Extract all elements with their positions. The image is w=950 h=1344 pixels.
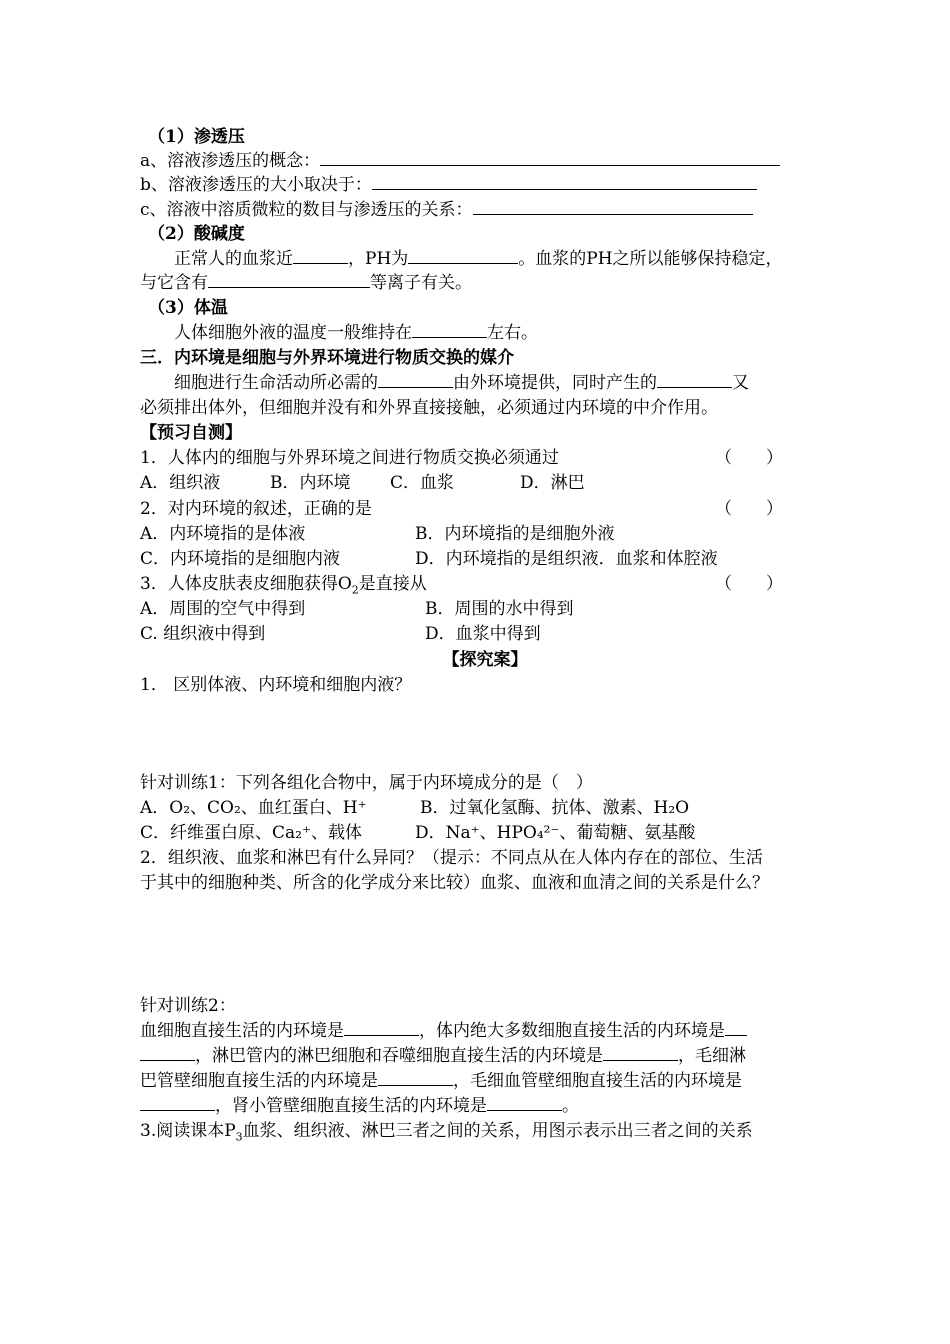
option-c[interactable]: C. 组织液中得到	[140, 624, 266, 644]
blank[interactable]	[378, 371, 453, 388]
osmotic-c: c、溶液中溶质微粒的数目与渗透压的关系：	[140, 198, 753, 222]
osmotic-heading: （1）渗透压	[148, 127, 245, 147]
preview-q3: 3．人体皮肤表皮细胞获得$O_2$是直接从 （ ）	[140, 574, 783, 597]
option-a[interactable]: A．内环境指的是体液	[140, 524, 306, 544]
blank[interactable]	[603, 1044, 678, 1061]
training2-line3: 巴管壁细胞直接生活的内环境是 ，毛细血管壁细胞直接生活的内环境是	[140, 1071, 742, 1091]
blank[interactable]	[208, 271, 370, 288]
blank[interactable]	[140, 1044, 195, 1061]
answer-paren[interactable]: （ ）	[715, 448, 783, 468]
explore-heading: 【探究案】	[442, 650, 528, 670]
explore-q3: 3.阅读课本$P_3$血浆、组织液、淋巴三者之间的关系，用图示表示出三者之间的关系	[140, 1121, 753, 1144]
option-a[interactable]: A．O₂、CO₂、血红蛋白、H⁺	[140, 798, 367, 818]
training2-heading: 针对训练2：	[140, 996, 236, 1016]
blank[interactable]	[473, 198, 753, 215]
preview-q2: 2．对内环境的叙述，正确的是 （ ）	[140, 499, 783, 519]
section3-line1: 细胞进行生命活动所必需的 由外环境提供，同时产生的 又	[174, 373, 749, 393]
blank[interactable]	[378, 1069, 453, 1086]
preview-heading: 【预习自测】	[140, 423, 242, 443]
option-a[interactable]: A．周围的空气中得到	[140, 599, 306, 619]
ph-line1: 正常人的血浆近 ，PH为 。血浆的PH之所以能够保持稳定，	[174, 249, 783, 269]
explore-q2-line1: 2．组织液、血浆和淋巴有什么异同？（提示：不同点从在人体内存在的部位、生活	[140, 848, 763, 868]
ph-line2: 与它含有 等离子有关。	[140, 273, 472, 293]
option-b[interactable]: B．内环境指的是细胞外液	[415, 524, 615, 544]
section3-heading: 三．内环境是细胞与外界环境进行物质交换的媒介	[140, 348, 514, 368]
answer-paren[interactable]: （ ）	[715, 499, 783, 519]
training2-line2: ，淋巴管内的淋巴细胞和吞噬细胞直接生活的内环境是 ，毛细淋	[140, 1044, 746, 1068]
option-d[interactable]: D．淋巴	[520, 473, 585, 493]
osmotic-a: a、溶液渗透压的概念：	[140, 149, 780, 173]
training2-line1: 血细胞直接生活的内环境是 ，体内绝大多数细胞直接生活的内环境是	[140, 1019, 747, 1043]
ph-heading: （2）酸碱度	[148, 224, 245, 244]
training2-line4: ，肾小管壁细胞直接生活的内环境是 。	[140, 1094, 579, 1118]
blank[interactable]	[408, 247, 518, 264]
option-c[interactable]: C．纤维蛋白原、Ca₂⁺、载体	[140, 823, 362, 843]
explore-q1: 1． 区别体液、内环境和细胞内液？	[140, 675, 412, 695]
option-b[interactable]: B．周围的水中得到	[425, 599, 574, 619]
option-d[interactable]: D．内环境指的是组织液．血浆和体腔液	[415, 549, 718, 569]
explore-q2-line2: 于其中的细胞种类、所含的化学成分来比较）血浆、血液和血清之间的关系是什么？	[140, 873, 769, 893]
blank[interactable]	[372, 173, 757, 190]
temp-line: 人体细胞外液的温度一般维持在 左右。	[174, 323, 538, 343]
blank[interactable]	[725, 1019, 747, 1036]
section3-line2: 必须排出体外，但细胞并没有和外界直接接触，必须通过内环境的中介作用。	[140, 398, 718, 418]
blank[interactable]	[657, 371, 732, 388]
option-c[interactable]: C．内环境指的是细胞内液	[140, 549, 341, 569]
osmotic-b: b、溶液渗透压的大小取决于：	[140, 173, 757, 197]
blank[interactable]	[487, 1094, 562, 1111]
blank[interactable]	[293, 247, 348, 264]
blank[interactable]	[140, 1094, 215, 1111]
option-d[interactable]: D．血浆中得到	[425, 624, 541, 644]
blank[interactable]	[344, 1019, 419, 1036]
training1: 针对训练1：下列各组化合物中，属于内环境成分的是（ ）	[140, 773, 593, 793]
option-b[interactable]: B．内环境	[270, 473, 351, 493]
blank[interactable]	[320, 149, 780, 166]
blank[interactable]	[412, 321, 487, 338]
option-d[interactable]: D．Na⁺、HPO₄²⁻、葡萄糖、氨基酸	[415, 823, 696, 843]
option-c[interactable]: C．血浆	[390, 473, 455, 493]
temp-heading: （3）体温	[148, 298, 228, 318]
option-b[interactable]: B．过氧化氢酶、抗体、激素、H₂O	[420, 798, 690, 818]
option-a[interactable]: A．组织液	[140, 473, 221, 493]
answer-paren[interactable]: （ ）	[715, 574, 783, 594]
preview-q1: 1．人体内的细胞与外界环境之间进行物质交换必须通过 （ ）	[140, 448, 783, 468]
